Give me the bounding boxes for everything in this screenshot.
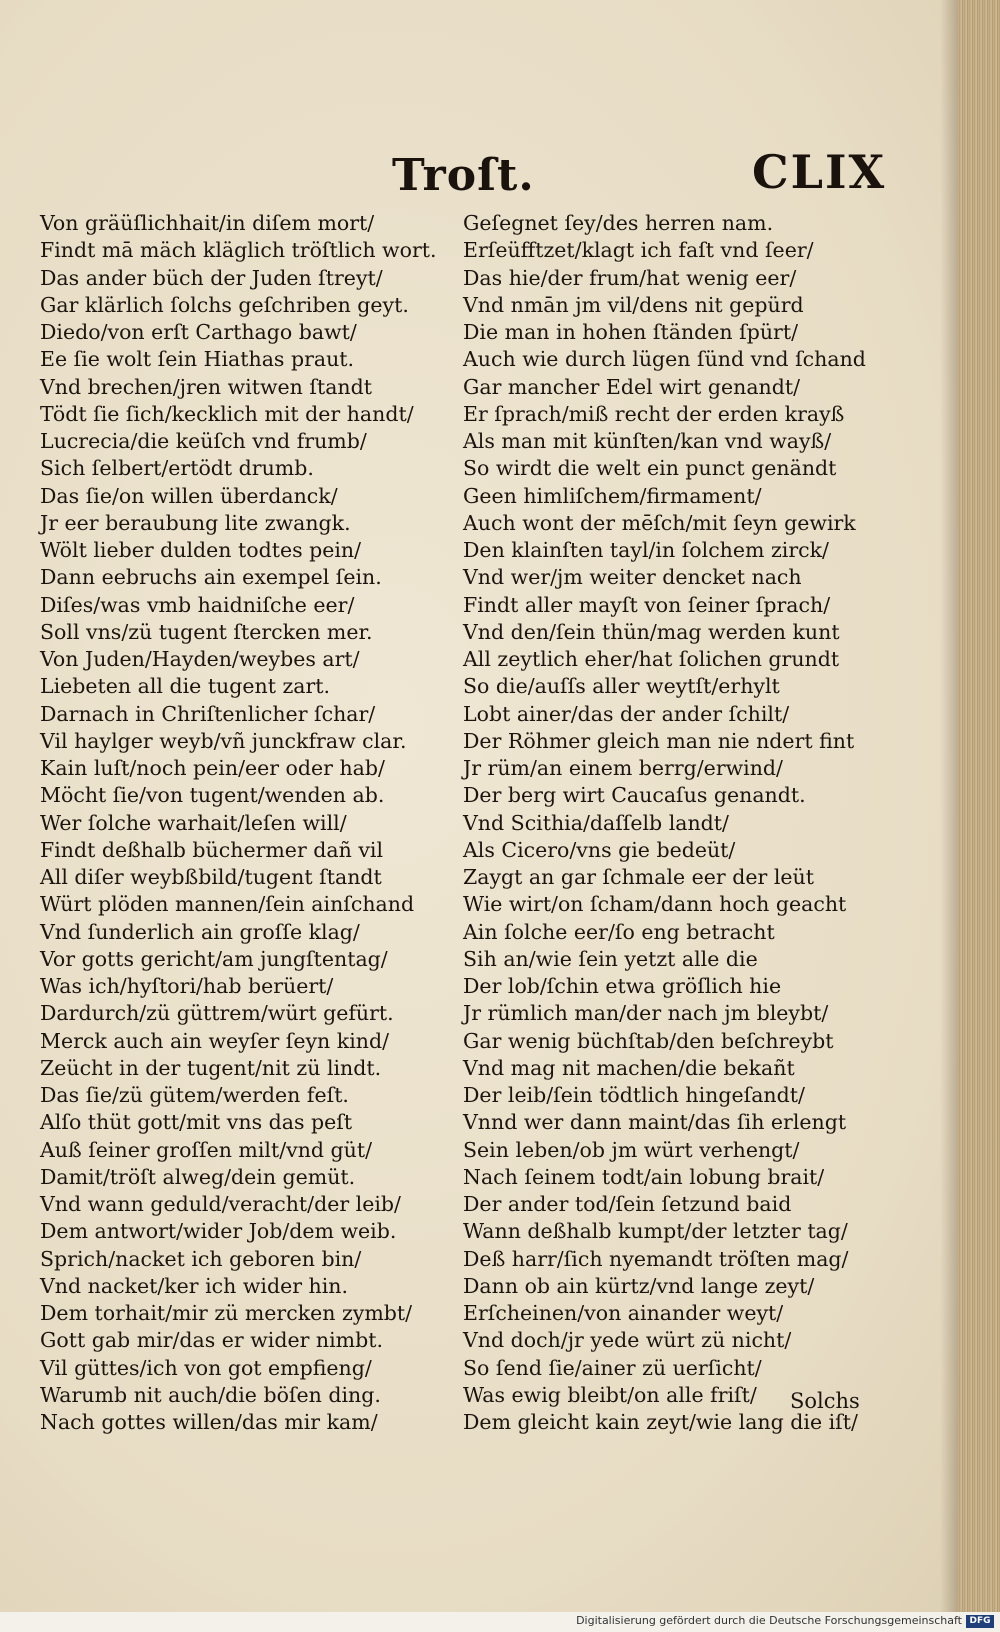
verse-line: Diſes/was vmb haidniſche eer/ <box>40 592 355 617</box>
verse-line: Vnd brechen/jren witwen ſtandt <box>40 374 372 399</box>
verse-line: Vnd wann geduld/veracht/der leib/ <box>40 1192 401 1216</box>
verse-line: Der leib/ſein tödtlich hingeſandt/ <box>463 1083 805 1107</box>
verse-line: Sich ſelbert/ertödt drumb. <box>40 456 314 481</box>
verse-line: Der Röhmer gleich man nie ndert fint <box>463 728 855 753</box>
verse-line: Gar wenig büchſtab/den beſchreybt <box>463 1028 834 1053</box>
verse-line: Erſeüfftzet/klagt ich faſt vnd ſeer/ <box>463 238 814 263</box>
verse-line: Das ſie/on willen überdanck/ <box>40 483 338 508</box>
verse-line: Vnd wer/jm weiter dencket nach <box>463 565 802 590</box>
verse-line: All zeytlich eher/hat ſolichen grundt <box>463 647 840 671</box>
running-title: Troſt. <box>392 150 535 201</box>
verse-line: Damit/tröſt alweg/dein gemüt. <box>40 1164 356 1189</box>
verse-line: Die man in hohen ſtänden ſpürt/ <box>463 320 798 344</box>
left-column <box>40 210 450 1436</box>
verse-line: So die/auſſs aller weytſt/erhylt <box>463 674 780 699</box>
verse-line: Zeücht in der tugent/nit zü lindt. <box>40 1055 382 1080</box>
verse-line: Dem gleicht kain zeyt/wie lang die iſt/ <box>463 1410 858 1434</box>
verse-line: So wirdt die welt ein punct genändt <box>463 456 837 481</box>
verse-line: Den klainſten tayl/in ſolchem zirck/ <box>463 538 829 562</box>
verse-line: Merck auch ain weyſer ſeyn kind/ <box>40 1028 389 1053</box>
verse-line: Sein leben/ob jm würt verhengt/ <box>463 1137 800 1162</box>
verse-line: So ſend ſie/ainer zü uerſicht/ <box>463 1355 762 1380</box>
verse-line: Zaygt an gar ſchmale eer der leüt <box>463 865 814 889</box>
verse-line: Jr rüm/an einem berrg/erwind/ <box>463 756 783 780</box>
verse-line: Der lob/ſchin etwa gröſlich hie <box>463 974 782 998</box>
footer-credit: Digitalisierung gefördert durch die Deutsche Forschungsgemeinschaft <box>576 1614 962 1627</box>
verse-line: Als man mit künſten/kan vnd wayß/ <box>463 429 832 453</box>
verse-line: Das ſie/zü gütem/werden feſt. <box>40 1083 349 1107</box>
verse-line: Nach ſeinem todt/ain lobung brait/ <box>463 1164 825 1189</box>
footer-bar <box>0 1612 1000 1632</box>
verse-line: Der ander tod/ſein ſetzund baid <box>463 1192 792 1216</box>
verse-line: Vnd Scithia/daſſelb landt/ <box>463 810 729 835</box>
verse-line: Wer ſolche warhait/leſen will/ <box>40 810 347 835</box>
page-edges <box>958 0 1000 1612</box>
verse-line: Möcht ſie/von tugent/wenden ab. <box>40 783 385 808</box>
verse-line: Vnd nacket/ker ich wider hin. <box>40 1273 349 1298</box>
verse-line: Wie wirt/on ſcham/dann hoch geacht <box>463 892 847 917</box>
verse-line: Was ich/hyſtori/hab berüert/ <box>40 974 334 998</box>
verse-line: Diedo/von erſt Carthago bawt/ <box>40 320 357 344</box>
verse-line: Gott gab mir/das er wider nimbt. <box>40 1328 383 1353</box>
verse-line: Jr eer beraubung lite zwangk. <box>40 510 351 535</box>
verse-line: Als Cicero/vns gie bedeüt/ <box>463 837 736 862</box>
verse-line: Vor gotts gericht/am jungſtentag/ <box>40 946 388 971</box>
verse-line: Liebeten all die tugent zart. <box>40 674 331 699</box>
verse-line: Dem antwort/wider Job/dem weib. <box>40 1219 397 1244</box>
verse-line: Darnach in Chriſtenlicher ſchar/ <box>40 701 376 726</box>
verse-line: Vnd nmān jm vil/dens nit gepürd <box>463 292 804 317</box>
verse-line: Dann eebruchs ain exempel ſein. <box>40 565 382 590</box>
verse-line: Auß ſeiner groſſen milt/vnd güt/ <box>40 1137 373 1162</box>
verse-line: Von Juden/Hayden/weybes art/ <box>40 647 360 671</box>
verse-line: Vnd ſunderlich ain groſſe klag/ <box>40 919 360 944</box>
verse-line: Das ander büch der Juden ſtreyt/ <box>40 265 383 290</box>
verse-line: Auch wie durch lügen ſünd vnd ſchand <box>463 347 866 372</box>
verse-line: Findt deßhalb büchermer dañ vil <box>40 837 384 862</box>
verse-line: Ee ſie wolt ſein Hiathas praut. <box>40 347 355 372</box>
verse-line: Wölt lieber dulden todtes pein/ <box>40 538 362 562</box>
verse-line: Erſcheinen/von ainander weyt/ <box>463 1301 784 1325</box>
verse-line: Vil haylger weyb/vñ junckfraw clar. <box>40 728 407 753</box>
verse-line: Vnnd wer dann maint/das ſih erlengt <box>463 1110 847 1135</box>
verse-line: Gar klärlich ſolchs geſchriben geyt. <box>40 292 409 317</box>
verse-line: Dann ob ain kürtz/vnd lange zeyt/ <box>463 1273 815 1298</box>
verse-line: Dardurch/zü güttrem/würt gefürt. <box>40 1001 394 1026</box>
verse-line: Was ewig bleibt/on alle friſt/ <box>463 1382 757 1407</box>
verse-line: Geen himliſchem/firmament/ <box>463 483 762 508</box>
verse-line: Vil güttes/ich von got empfieng/ <box>40 1355 372 1380</box>
verse-line: Geſegnet ſey/des herren nam. <box>463 211 774 235</box>
folio-number: CLIX <box>752 145 887 199</box>
dfg-logo: DFG <box>966 1615 994 1628</box>
verse-line: Deß harr/ſich nyemandt tröſten mag/ <box>463 1246 849 1271</box>
verse-line: Sprich/nacket ich geboren bin/ <box>40 1246 362 1271</box>
verse-line: Jr rümlich man/der nach jm bleybt/ <box>463 1001 829 1026</box>
verse-line: Gar mancher Edel wirt genandt/ <box>463 374 801 399</box>
verse-line: Wann deßhalb kumpt/der letzter tag/ <box>463 1219 848 1244</box>
verse-line: Ain ſolche eer/ſo eng betracht <box>463 919 775 944</box>
verse-line: All diſer weybßbild/tugent ſtandt <box>40 865 382 889</box>
verse-line: Lobt ainer/das der ander ſchilt/ <box>463 701 790 726</box>
verse-line: Von gräüſlichhait/in diſem mort/ <box>40 211 375 235</box>
verse-line: Er ſprach/miß recht der erden krayß <box>463 401 845 426</box>
verse-line: Soll vns/zü tugent ſtercken mer. <box>40 619 373 644</box>
catchword: Solchs <box>790 1389 860 1413</box>
right-column <box>463 210 873 1436</box>
verse-line: Findt mā mäch kläglich tröſtlich wort. <box>40 238 437 263</box>
verse-line: Das hie/der frum/hat wenig eer/ <box>463 265 797 290</box>
verse-line: Tödt ſie ſich/kecklich mit der handt/ <box>40 401 414 426</box>
verse-line: Kain luſt/noch pein/eer oder hab/ <box>40 756 385 780</box>
verse-line: Auch wont der mēſch/mit ſeyn gewirk <box>463 510 856 535</box>
verse-line: Der berg wirt Caucaſus genandt. <box>463 783 806 808</box>
verse-line: Sih an/wie ſein yetzt alle die <box>463 946 758 971</box>
verse-line: Warumb nit auch/die böſen ding. <box>40 1382 381 1407</box>
verse-line: Dem torhait/mir zü mercken zymbt/ <box>40 1301 413 1325</box>
verse-line: Nach gottes willen/das mir kam/ <box>40 1410 378 1434</box>
verse-line: Vnd den/ſein thün/mag werden kunt <box>463 619 840 644</box>
verse-line: Würt plöden mannen/ſein ainſchand <box>40 892 415 917</box>
verse-line: Vnd mag nit machen/die bekañt <box>463 1055 795 1080</box>
verse-line: Alſo thüt gott/mit vns das peſt <box>40 1110 353 1135</box>
verse-line: Vnd doch/jr yede würt zü nicht/ <box>463 1328 792 1353</box>
verse-line: Lucrecia/die keüſch vnd frumb/ <box>40 429 367 453</box>
verse-line: Findt aller mayſt von ſeiner ſprach/ <box>463 592 831 617</box>
